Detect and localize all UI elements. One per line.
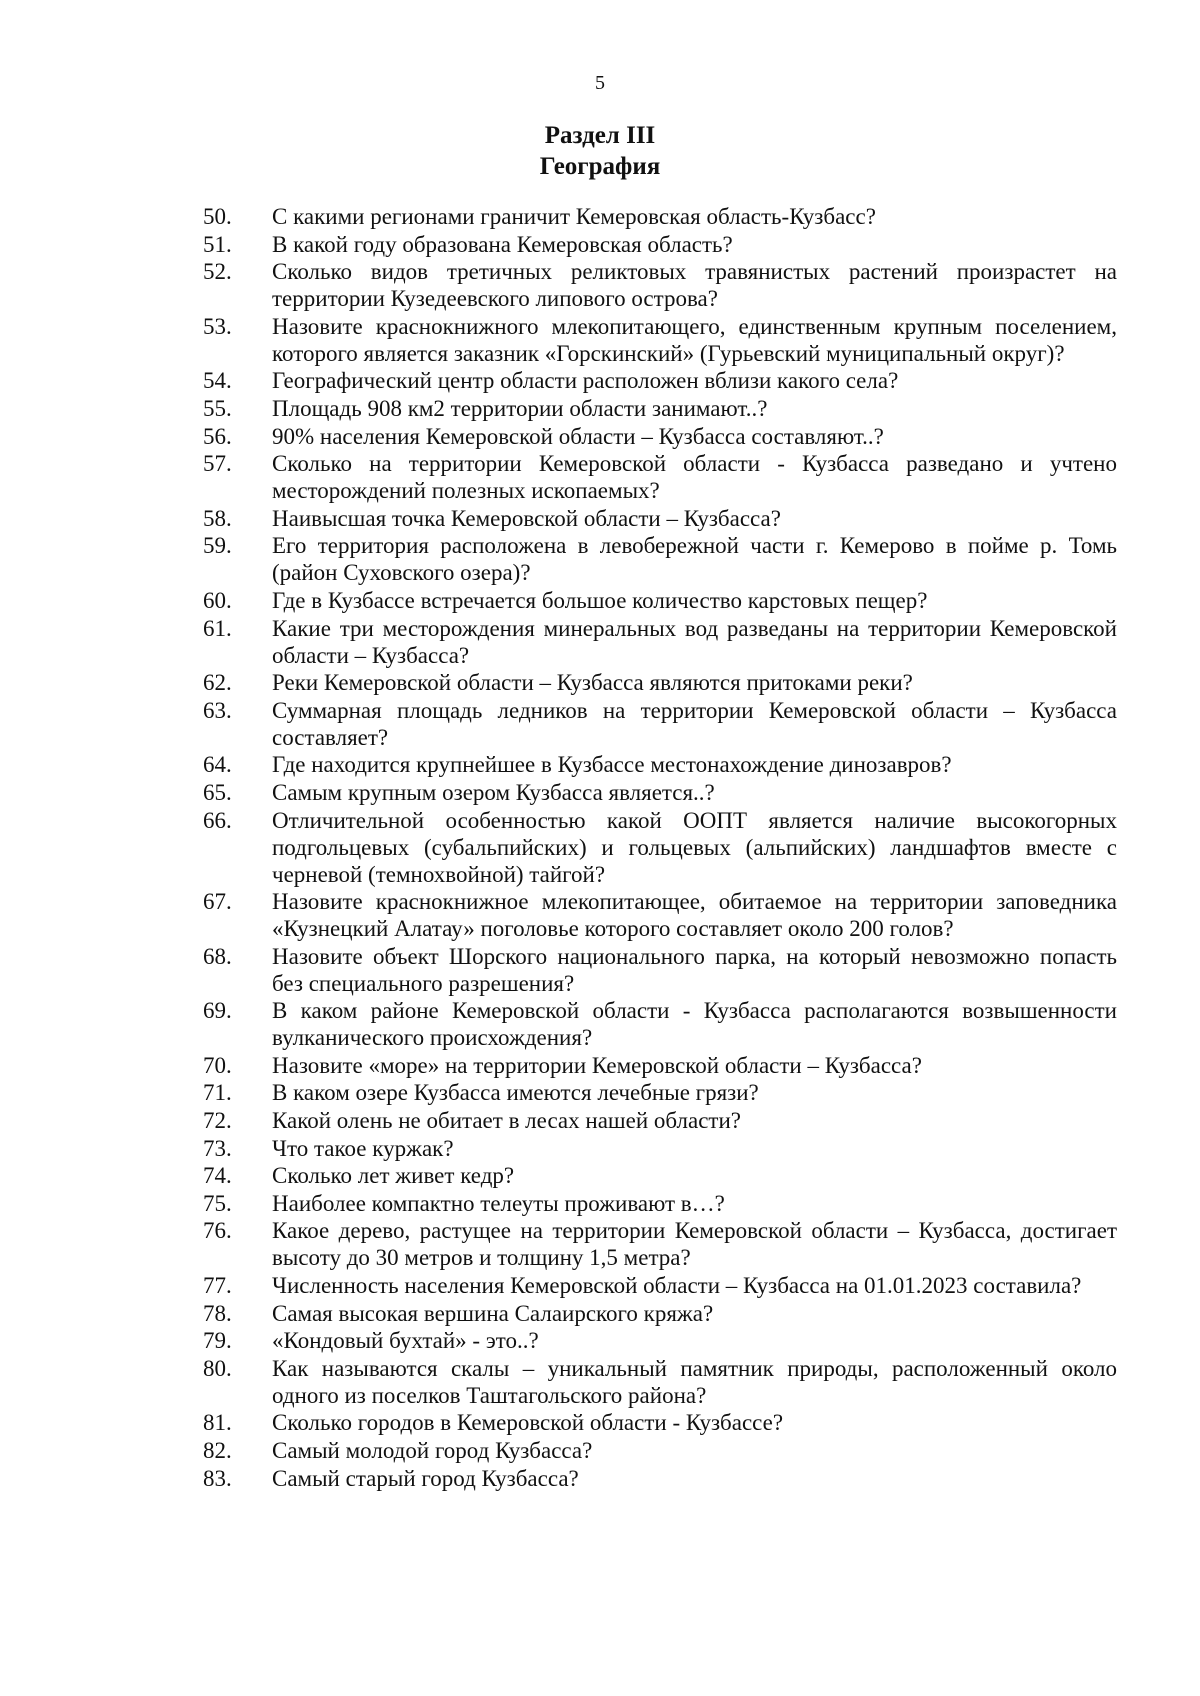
question-text: В какой году образована Кемеровская область? — [272, 231, 733, 257]
question-number: 58. — [203, 505, 232, 531]
question-text: Какие три месторождения минеральных вод разведаны на территории Кемеровской области – Кузбасса? — [272, 615, 1117, 668]
question-item — [203, 997, 1117, 1051]
question-text: Наивысшая точка Кемеровской области – Кузбасса? — [272, 505, 781, 531]
question-number: 62. — [203, 670, 232, 696]
question-number: 65. — [203, 779, 232, 805]
question-text: Сколько видов третичных реликтовых травянистых растений произрастет на территории Кузедеевского липового острова? — [272, 259, 1117, 312]
question-text: Какое дерево, растущее на территории Кемеровской области – Кузбасса, достигает высоту до 30 метров и толщину 1,5 метра? — [272, 1218, 1117, 1271]
question-text: В каком озере Кузбасса имеются лечебные грязи? — [272, 1080, 759, 1106]
question-item — [203, 203, 1117, 230]
question-item — [203, 779, 1117, 806]
question-item — [203, 1409, 1117, 1436]
question-number: 78. — [203, 1300, 232, 1326]
question-item — [203, 943, 1117, 997]
question-number: 76. — [203, 1218, 232, 1244]
question-text: Назовите краснокнижного млекопитающего, единственным крупным поселением, которого является заказник «Горскинский» (Гурьевский муниципальный округ)? — [272, 313, 1117, 366]
question-item — [203, 751, 1117, 778]
question-number: 51. — [203, 231, 232, 257]
question-number: 60. — [203, 587, 232, 613]
question-number: 81. — [203, 1410, 232, 1436]
question-number: 72. — [203, 1108, 232, 1134]
question-number: 57. — [203, 451, 232, 477]
question-number: 71. — [203, 1080, 232, 1106]
question-text: Самым крупным озером Кузбасса является..? — [272, 779, 715, 805]
question-text: Наиболее компактно телеуты проживают в…? — [272, 1190, 725, 1216]
question-item — [203, 1217, 1117, 1271]
question-text: Какой олень не обитает в лесах нашей области? — [272, 1108, 741, 1134]
question-item — [203, 888, 1117, 942]
section-subtitle: География — [539, 153, 661, 180]
question-number: 59. — [203, 533, 232, 559]
question-number: 66. — [203, 807, 232, 833]
question-item — [203, 505, 1117, 532]
question-number: 68. — [203, 943, 232, 969]
question-item — [203, 1300, 1117, 1327]
question-number: 74. — [203, 1163, 232, 1189]
question-text: Назовите объект Шорского национального парка, на который невозможно попасть без специального разрешения? — [272, 943, 1117, 996]
question-item — [203, 423, 1117, 450]
question-item — [203, 231, 1117, 258]
question-text: Где находится крупнейшее в Кузбассе местонахождение динозавров? — [272, 752, 952, 778]
question-number: 64. — [203, 752, 232, 778]
question-item — [203, 1162, 1117, 1189]
question-number: 79. — [203, 1328, 232, 1354]
question-number: 54. — [203, 368, 232, 394]
question-item — [203, 395, 1117, 422]
question-number: 80. — [203, 1355, 232, 1381]
question-number: 83. — [203, 1465, 232, 1491]
question-item — [203, 587, 1117, 614]
question-text: Географический центр области расположен вблизи какого села? — [272, 368, 899, 394]
question-text: Где в Кузбассе встречается большое количество карстовых пещер? — [272, 587, 928, 613]
question-item — [203, 1355, 1117, 1409]
question-number: 82. — [203, 1438, 232, 1463]
question-text: 90% населения Кемеровской области – Кузбасса составляют..? — [272, 423, 884, 449]
section-heading — [0, 120, 1200, 182]
question-text: Площадь 908 км2 территории области занимают..? — [272, 395, 768, 421]
question-number: 50. — [203, 204, 232, 229]
question-item — [203, 669, 1117, 696]
question-text: Реки Кемеровской области – Кузбасса являются притоками реки? — [272, 670, 913, 696]
question-item — [203, 1272, 1117, 1299]
question-text: В каком районе Кемеровской области - Кузбасса располагаются возвышенности вулканического происхождения? — [272, 998, 1117, 1051]
question-list — [203, 203, 1117, 1492]
question-text: Назовите «море» на территории Кемеровской области – Кузбасса? — [272, 1052, 922, 1078]
question-number: 55. — [203, 395, 232, 421]
question-item — [203, 313, 1117, 367]
question-text: Численность населения Кемеровской области – Кузбасса на 01.01.2023 составила? — [272, 1273, 1082, 1299]
question-text: Сколько городов в Кемеровской области - Кузбассе? — [272, 1410, 784, 1436]
question-number: 63. — [203, 697, 232, 723]
question-number: 73. — [203, 1135, 232, 1161]
page-number: 5 — [595, 72, 605, 94]
question-number: 75. — [203, 1190, 232, 1216]
question-number: 77. — [203, 1273, 232, 1299]
question-item — [203, 1437, 1117, 1464]
question-number: 52. — [203, 259, 232, 285]
question-text: С какими регионами граничит Кемеровская область-Кузбасс? — [272, 204, 876, 229]
question-text: Самая высокая вершина Салаирского кряжа? — [272, 1300, 714, 1326]
question-text: Суммарная площадь ледников на территории Кемеровской области – Кузбасса составляет? — [272, 697, 1117, 750]
question-number: 70. — [203, 1052, 232, 1078]
question-item — [203, 1135, 1117, 1162]
question-item — [203, 1107, 1117, 1134]
question-text: Самый молодой город Кузбасса? — [272, 1438, 593, 1463]
section-title: Раздел III — [544, 122, 656, 149]
question-item — [203, 258, 1117, 312]
question-number: 69. — [203, 998, 232, 1024]
question-number: 67. — [203, 889, 232, 915]
question-item — [203, 450, 1117, 504]
question-item — [203, 1190, 1117, 1217]
question-number: 53. — [203, 313, 232, 339]
question-item — [203, 532, 1117, 586]
question-text: Самый старый город Кузбасса? — [272, 1465, 579, 1491]
question-item — [203, 615, 1117, 669]
question-text: Сколько лет живет кедр? — [272, 1163, 515, 1189]
question-item — [203, 807, 1117, 888]
question-text: Что такое куржак? — [272, 1135, 454, 1161]
question-text: Назовите краснокнижное млекопитающее, обитаемое на территории заповедника «Кузнецкий Алатау» поголовье которого составляет около 200 голов? — [272, 889, 1117, 942]
question-number: 56. — [203, 423, 232, 449]
question-item — [203, 697, 1117, 751]
question-text: «Кондовый бухтай» - это..? — [272, 1328, 539, 1354]
question-item — [203, 1465, 1117, 1492]
question-item — [203, 367, 1117, 394]
question-item — [203, 1052, 1117, 1079]
question-text: Как называются скалы – уникальный памятник природы, расположенный около одного из поселков Таштагольского района? — [272, 1355, 1117, 1408]
question-text: Сколько на территории Кемеровской области - Кузбасса разведано и учтено месторождений полезных ископаемых? — [272, 451, 1117, 504]
question-number: 61. — [203, 615, 232, 641]
question-text: Отличительной особенностью какой ООПТ является наличие высокогорных подгольцевых (субальпийских) и гольцевых (альпийских) ландшафтов вместе с черневой (темнохвойной) тайгой? — [272, 807, 1117, 887]
question-item — [203, 1327, 1117, 1354]
question-text: Его территория расположена в левобережной части г. Кемерово в пойме р. Томь (район Суховского озера)? — [272, 533, 1117, 586]
question-item — [203, 1079, 1117, 1106]
